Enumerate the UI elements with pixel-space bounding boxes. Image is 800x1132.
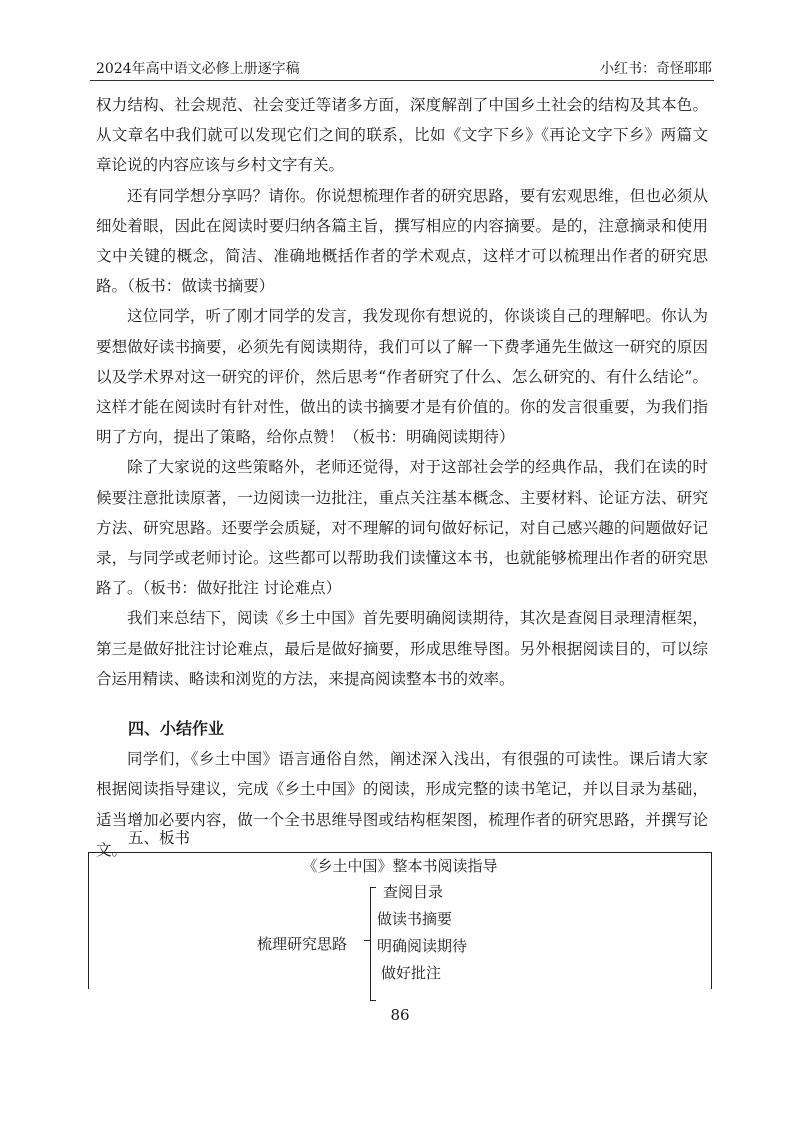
header-author: 小红书：奇怪耶耶 — [600, 61, 712, 77]
page-header — [90, 56, 714, 81]
paragraph-3: 这位同学，听了刚才同学的发言，我发现你有想说的，你谈谈自己的理解吧。你认为要想做好读书摘要，必须先有阅读期待，我们可以了解一下费孝通先生做这一研究的原因以及学术界对这一研究的评价，然后思考“作者研究了什么、怎么研究的、有什么结论”。这样才能在阅读时有针对性，做出的读书摘要才是有价值的。你的发言很重要，为我们指明了方向，提出了策略，给你点赞！（板书：明确阅读期待） — [96, 307, 708, 447]
board-item: 明确阅读期待 — [377, 937, 468, 955]
paragraph-1: 权力结构、社会规范、社会变迁等诸多方面，深度解剖了中国乡土社会的结构及其本色。从文章名中我们就可以发现它们之间的联系，比如《文字下乡》《再论文字下乡》两篇文章论说的内容应该与乡村文字有关。 — [96, 96, 708, 175]
page-number: 86 — [390, 1006, 410, 1024]
header-title: 2024年高中语文必修上册逐字稿 — [96, 61, 300, 77]
board-item: 做读书摘要 — [377, 910, 453, 928]
board-root-node: 梳理研究思路 — [257, 935, 348, 953]
board-item: 做好批注 — [381, 964, 442, 982]
main-content — [96, 90, 708, 865]
section-heading-summary: 四、小结作业 — [128, 719, 225, 739]
board-title: 《乡土中国》整本书阅读指导 — [302, 857, 498, 875]
paragraph-6: 同学们，《乡土中国》语言通俗自然，阐述深入浅出，有很强的可读性。课后请大家根据阅读指导建议，完成《乡土中国》的阅读，形成完整的读书笔记，并以目录为基础，适当增加必要内容，做一个全书思维导图或结构框架图，梳理作者的研究思路，并撰写论文。 — [96, 750, 708, 859]
blackboard-diagram — [88, 852, 712, 989]
board-item: 查阅目录 — [383, 883, 444, 901]
board-branch-list — [369, 879, 467, 987]
section-heading-board: 五、板书 — [128, 829, 191, 847]
paragraph-4: 除了大家说的这些策略外，老师还觉得，对于这部社会学的经典作品，我们在读的时候要注意批读原著，一边阅读一边批注，重点关注基本概念、主要材料、论证方法、研究方法、研究思路。还要学会质疑，对不理解的词句做好标记，对自己感兴趣的问题做好记录，与同学或老师讨论。这些都可以帮助我们读懂这本书，也就能够梳理出作者的研究思路了。（板书：做好批注 讨论难点） — [96, 458, 708, 598]
paragraph-2: 还有同学想分享吗？请你。你说想梳理作者的研究思路，要有宏观思维，但也必须从细处着眼，因此在阅读时要归纳各篇主旨，撰写相应的内容摘要。是的，注意摘录和使用文中关键的概念，简洁、准确地概括作者的学术观点，这样才可以梳理出作者的研究思路。（板书：做读书摘要） — [96, 186, 708, 296]
paragraph-5: 我们来总结下，阅读《乡土中国》首先要明确阅读期待，其次是查阅目录理清框架，第三是做好批注讨论难点，最后是做好摘要，形成思维导图。另外根据阅读目的，可以综合运用精读、略读和浏览的方法，来提高阅读整本书的效率。 — [96, 609, 708, 688]
